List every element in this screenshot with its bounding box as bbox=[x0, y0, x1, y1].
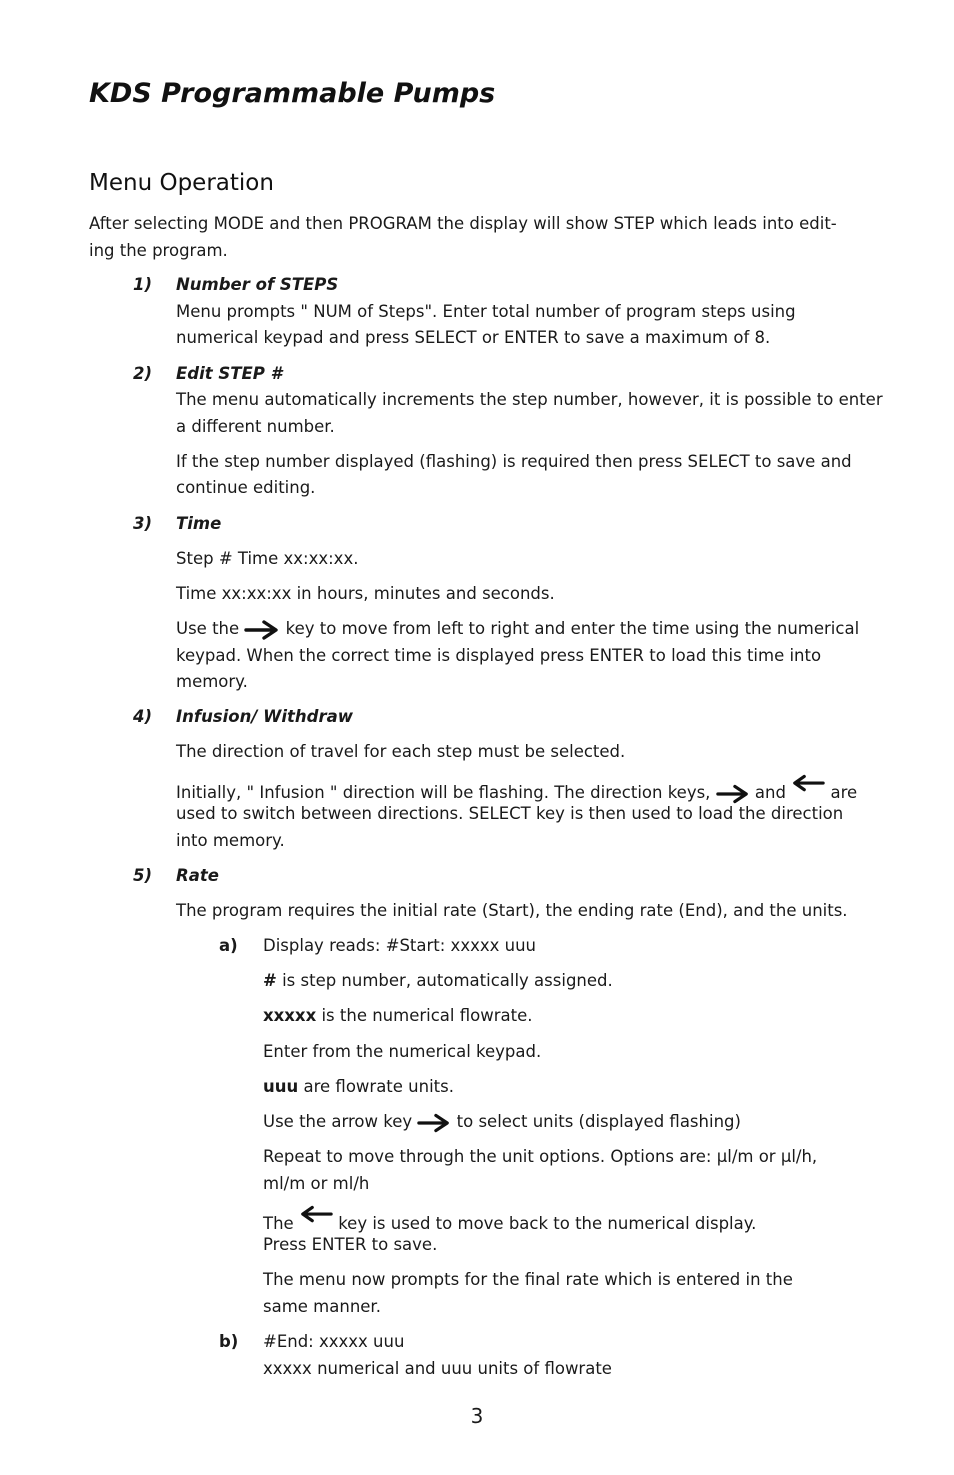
intro-line-1: After selecting MODE and then PROGRAM the display will show STEP which leads into edit- bbox=[89, 214, 837, 233]
rate-a-final: The menu now prompts for the final rate which is entered in the bbox=[263, 1270, 793, 1289]
step-4-number: 4) bbox=[133, 707, 153, 726]
right-arrow-icon bbox=[417, 1113, 451, 1133]
step-5-text: The program requires the initial rate (Start), the ending rate (End), and the units. bbox=[176, 901, 848, 920]
rate-a-repeat-line: Repeat to move through the unit options. Options are: µl/m or µl/h, bbox=[263, 1147, 818, 1166]
step-4-text: The direction of travel for each step must be selected. bbox=[176, 742, 626, 761]
step-4-are: are bbox=[830, 783, 858, 802]
step-2-text: The menu automatically increments the step number, however, it is possible to enter bbox=[176, 390, 883, 409]
back-post: key is used to move back to the numerical display. bbox=[338, 1214, 757, 1233]
step-3-text: Time xx:xx:xx in hours, minutes and seconds. bbox=[176, 584, 555, 603]
step-3-number: 3) bbox=[133, 514, 153, 533]
step-2-text: a different number. bbox=[176, 417, 335, 436]
step-1-number: 1) bbox=[133, 275, 153, 294]
uuu-bold: uuu bbox=[263, 1077, 299, 1096]
rate-a-enter-keypad: Enter from the numerical keypad. bbox=[263, 1042, 542, 1061]
rate-a-label: a) bbox=[219, 936, 238, 955]
xxxxx-description: is the numerical flowrate. bbox=[316, 1006, 533, 1025]
rate-b-label: b) bbox=[219, 1332, 239, 1351]
step-3-text: Step # Time xx:xx:xx. bbox=[176, 549, 359, 568]
step-3-title: Time bbox=[176, 514, 222, 533]
step-4-title: Infusion/ Withdraw bbox=[176, 707, 353, 726]
rate-a-display: Display reads: #Start: xxxxx uuu bbox=[263, 936, 536, 955]
step-2-title: Edit STEP # bbox=[176, 364, 283, 383]
rate-b-line: xxxxx numerical and uuu units of flowrate bbox=[263, 1359, 612, 1378]
section-heading: Menu Operation bbox=[89, 170, 274, 196]
step-1-text: numerical keypad and press SELECT or ENTER to save a maximum of 8. bbox=[176, 328, 771, 347]
step-4-text: used to switch between directions. SELECT key is then used to load the direction bbox=[176, 804, 844, 823]
left-arrow-icon bbox=[791, 774, 825, 794]
step-5-number: 5) bbox=[133, 866, 153, 885]
step-5-title: Rate bbox=[176, 866, 219, 885]
step-2-number: 2) bbox=[133, 364, 153, 383]
step-4-and: and bbox=[754, 783, 786, 802]
rate-b-line: #End: xxxxx uuu bbox=[263, 1332, 405, 1351]
step-1-text: Menu prompts " NUM of Steps". Enter total number of program steps using bbox=[176, 302, 796, 321]
rate-a-final: same manner. bbox=[263, 1297, 381, 1316]
step-1-title: Number of STEPS bbox=[176, 275, 339, 294]
hash-symbol: # bbox=[263, 971, 277, 990]
rate-a-x-line bbox=[263, 1002, 532, 1029]
intro-line-2: ing the program. bbox=[89, 241, 228, 260]
step-3-text: keypad. When the correct time is displayed press ENTER to load this time into bbox=[176, 646, 822, 665]
rate-a-arrow-line bbox=[263, 1108, 741, 1135]
uuu-description: are flowrate units. bbox=[298, 1077, 454, 1096]
rate-a-hash-line bbox=[263, 967, 613, 994]
step-3-text: memory. bbox=[176, 672, 248, 691]
left-arrow-icon bbox=[299, 1205, 333, 1225]
rate-a-u-line bbox=[263, 1073, 454, 1100]
step-2-text: continue editing. bbox=[176, 478, 316, 497]
step-2-text: If the step number displayed (flashing) is required then press SELECT to save and bbox=[176, 452, 852, 471]
step-4-initially: Initially, " Infusion " direction will be flashing. The direction keys, bbox=[176, 783, 711, 802]
step-3-use-the: Use the bbox=[176, 619, 240, 638]
xxxxx-bold: xxxxx bbox=[263, 1006, 317, 1025]
arrow-line-pre: Use the arrow key bbox=[263, 1112, 413, 1131]
right-arrow-icon bbox=[244, 620, 280, 640]
step-3-text-arrow-line bbox=[176, 615, 859, 642]
rate-a-repeat-line: ml/m or ml/h bbox=[263, 1174, 370, 1193]
arrow-line-post: to select units (displayed flashing) bbox=[456, 1112, 741, 1131]
page-number: 3 bbox=[470, 1404, 484, 1428]
rate-a-press-enter: Press ENTER to save. bbox=[263, 1235, 438, 1254]
step-3-key-text: key to move from left to right and enter the time using the numerical bbox=[285, 619, 860, 638]
step-4-text: into memory. bbox=[176, 831, 285, 850]
page-title: KDS Programmable Pumps bbox=[89, 78, 496, 109]
hash-description: is step number, automatically assigned. bbox=[276, 971, 613, 990]
back-pre: The bbox=[263, 1214, 294, 1233]
